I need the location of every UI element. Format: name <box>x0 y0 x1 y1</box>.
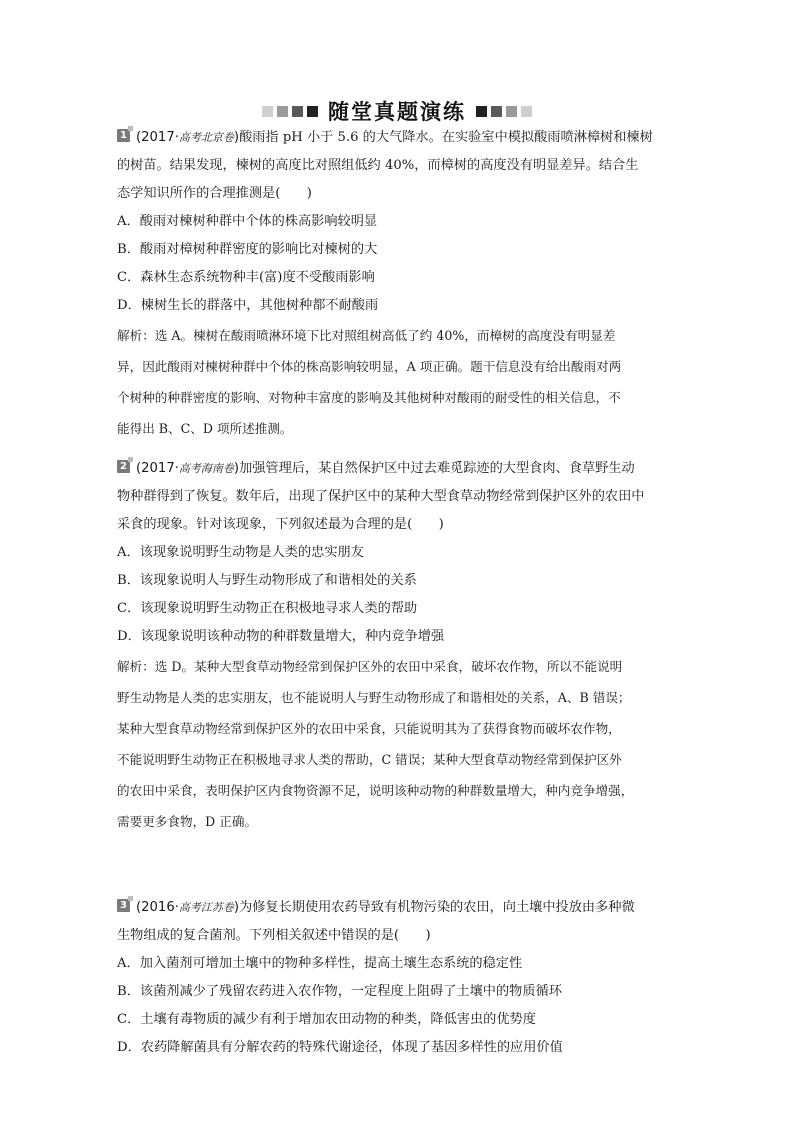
decor-square-icon <box>262 106 273 117</box>
question-stem-line: 物种群得到了恢复。数年后，出现了保护区中的某种大型食草动物经常到保护区外的农田中 <box>117 489 645 504</box>
option-d: D．该现象说明该种动物的种群数量增大，种内竞争增强 <box>117 629 445 644</box>
decor-square-icon <box>292 106 303 117</box>
option-d: D．楝树生长的群落中，其他树种都不耐酸雨 <box>117 298 379 313</box>
option-b: B．该菌剂减少了残留农药进入农作物，一定程度上阻碍了土壤中的物质循环 <box>117 984 562 999</box>
question-stem-line: 生物组成的复合菌剂。下列相关叙述中错误的是( ) <box>117 928 431 943</box>
question-source: (2017·高考北京卷) <box>136 130 240 145</box>
analysis-line: 解析：选 A。楝树在酸雨喷淋环境下比对照组树高低了约 40%，而樟树的高度没有明显差 <box>117 328 616 343</box>
decor-square-icon <box>491 106 502 117</box>
decor-square-icon <box>506 106 517 117</box>
question-3 <box>117 894 677 1062</box>
option-c: C．森林生态系统物种丰(富)度不受酸雨影响 <box>117 270 375 285</box>
analysis-line: 个树种的种群密度的影响、对物种丰富度的影响及其他树种对酸雨的耐受性的相关信息，不 <box>117 390 621 405</box>
question-2 <box>117 455 677 837</box>
section-title: 随堂真题演练 <box>328 100 466 124</box>
option-b: B．酸雨对樟树种群密度的影响比对楝树的大 <box>117 242 378 257</box>
question-number-icon: 3 <box>117 899 132 912</box>
option-c: C．该现象说明野生动物正在积极地寻求人类的帮助 <box>117 601 418 616</box>
analysis-line: 不能说明野生动物正在积极地寻求人类的帮助，C 错误；某种大型食草动物经常到保护区外 <box>117 752 622 767</box>
question-source: (2017·高考海南卷) <box>136 461 240 476</box>
question-stem-line: 采食的现象。针对该现象，下列叙述最为合理的是( ) <box>117 517 444 532</box>
question-stem-text: 加强管理后，某自然保护区中过去难觅踪迹的大型食肉、食草野生动 <box>239 461 635 476</box>
analysis-line: 的农田中采食，表明保护区内食物资源不足，说明该种动物的种群数量增大，种内竞争增强， <box>117 783 634 798</box>
question-stem-text: 为修复长期使用农药导致有机物污染的农田，向土壤中投放由多种微 <box>239 900 635 915</box>
decor-square-icon <box>277 106 288 117</box>
question-stem-line: 态学知识所作的合理推测是( ) <box>117 186 312 201</box>
question-1 <box>117 124 677 444</box>
analysis-line: 能得出 B、C、D 项所述推测。 <box>117 421 293 436</box>
option-b: B．该现象说明人与野生动物形成了和谐相处的关系 <box>117 573 417 588</box>
analysis-line: 某种大型食草动物经常到保护区外的农田中采食，只能说明其为了获得食物而破坏农作物， <box>117 721 621 736</box>
question-stem-line <box>117 124 677 152</box>
option-a: A．酸雨对楝树种群中个体的株高影响较明显 <box>117 214 378 229</box>
option-d: D．农药降解菌具有分解农药的特殊代谢途径，体现了基因多样性的应用价值 <box>117 1040 563 1055</box>
section-header <box>0 96 794 126</box>
analysis-line: 需要更多食物，D 正确。 <box>117 814 258 829</box>
question-number-icon: 2 <box>117 460 132 473</box>
decor-square-icon <box>521 106 532 117</box>
question-stem-text: 酸雨指 pH 小于 5.6 的大气降水。在实验室中模拟酸雨喷淋樟树和楝树 <box>239 130 653 145</box>
decor-square-icon <box>307 106 318 117</box>
option-a: A．该现象说明野生动物是人类的忠实朋友 <box>117 545 364 560</box>
analysis-line: 解析：选 D。某种大型食草动物经常到保护区外的农田中采食，破坏农作物，所以不能说明 <box>117 659 623 674</box>
question-number-icon: 1 <box>117 129 132 142</box>
question-stem-line <box>117 894 677 922</box>
option-a: A．加入菌剂可增加土壤中的物种多样性，提高土壤生态系统的稳定性 <box>117 956 523 971</box>
question-stem-line <box>117 455 677 483</box>
question-source: (2016·高考江苏卷) <box>136 900 240 915</box>
option-c: C．土壤有毒物质的减少有利于增加农田动物的种类，降低害虫的优势度 <box>117 1012 536 1027</box>
decor-square-icon <box>476 106 487 117</box>
question-stem-line: 的树苗。结果发现，楝树的高度比对照组低约 40%，而樟树的高度没有明显差异。结合生 <box>117 158 639 173</box>
analysis-line: 异，因此酸雨对楝树种群中个体的株高影响较明显，A 项正确。题干信息没有给出酸雨对两 <box>117 359 622 374</box>
analysis-line: 野生动物是人类的忠实朋友，也不能说明人与野生动物形成了和谐相处的关系，A、B 错误； <box>117 690 631 705</box>
